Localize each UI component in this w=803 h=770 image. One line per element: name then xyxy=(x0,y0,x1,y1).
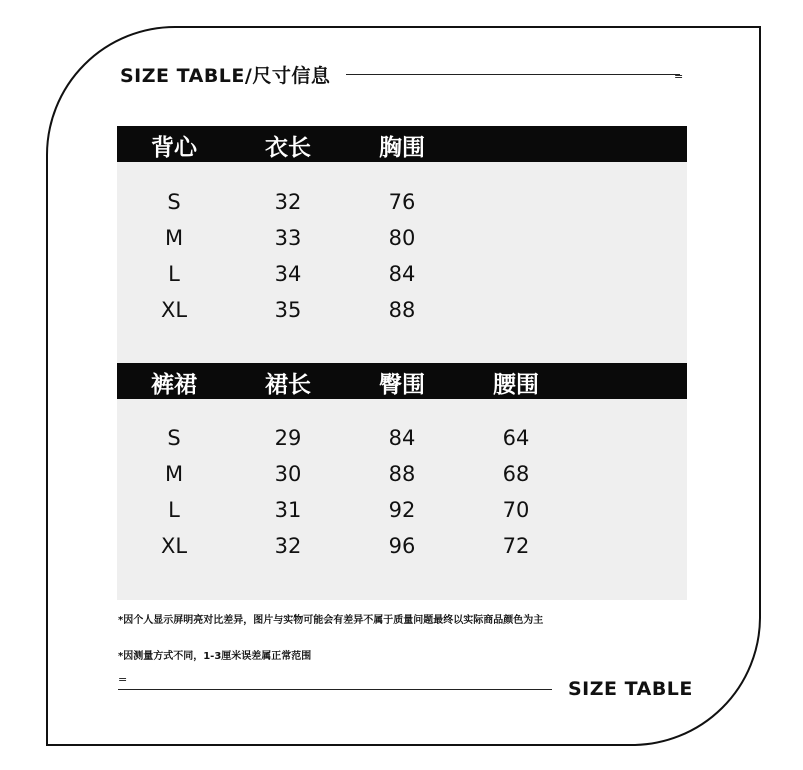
note-display-difference: *因个人显示屏明亮对比差异，图片与实物可能会有差异不属于质量问题最终以实际商品颜色为主 xyxy=(118,615,544,626)
title-divider-top xyxy=(346,74,680,75)
skirt-length-cell: 30 xyxy=(274,462,302,486)
skirt-hip-cell: 96 xyxy=(388,534,416,558)
skirt-waist-cell: 68 xyxy=(502,462,530,486)
skirt-col-header: 臀围 xyxy=(379,371,425,398)
vest-length-cell: 33 xyxy=(274,226,302,250)
skirt-size-cell: M xyxy=(164,462,184,486)
vest-chest-cell: 76 xyxy=(388,190,416,214)
vest-col-header: 胸围 xyxy=(379,134,425,161)
vest-length-cell: 35 xyxy=(274,298,302,322)
vest-size-cell: M xyxy=(164,226,184,250)
title-divider-bottom xyxy=(118,689,552,690)
skirt-col-header: 裙长 xyxy=(265,371,311,398)
vest-size-cell: L xyxy=(168,262,180,286)
footer-title: SIZE TABLE xyxy=(568,678,693,700)
skirt-length-cell: 32 xyxy=(274,534,302,558)
skirt-waist-cell: 70 xyxy=(502,498,530,522)
vest-size-cell: S xyxy=(167,190,181,214)
skirt-col-header: 裤裙 xyxy=(151,371,197,398)
vest-length-cell: 32 xyxy=(274,190,302,214)
skirt-col-header: 腰围 xyxy=(493,371,539,398)
skirt-hip-cell: 88 xyxy=(388,462,416,486)
vest-size-table xyxy=(117,126,687,363)
vest-col-header: 背心 xyxy=(151,134,197,161)
equals-mark-top: = xyxy=(674,70,684,83)
note-measurement-error: *因测量方式不同，1-3厘米误差属正常范围 xyxy=(118,651,312,662)
vest-chest-cell: 84 xyxy=(388,262,416,286)
skirt-table-header xyxy=(117,363,687,399)
skirt-waist-cell: 64 xyxy=(502,426,530,450)
skirt-size-cell: XL xyxy=(160,534,188,558)
vest-length-cell: 34 xyxy=(274,262,302,286)
page-title: SIZE TABLE/尺寸信息 xyxy=(120,65,331,87)
skirt-hip-cell: 92 xyxy=(388,498,416,522)
vest-table-header xyxy=(117,126,687,162)
vest-chest-cell: 88 xyxy=(388,298,416,322)
vest-col-header: 衣长 xyxy=(265,134,311,161)
skirt-length-cell: 31 xyxy=(274,498,302,522)
vest-chest-cell: 80 xyxy=(388,226,416,250)
skirt-size-table xyxy=(117,363,687,600)
skirt-length-cell: 29 xyxy=(274,426,302,450)
skirt-hip-cell: 84 xyxy=(388,426,416,450)
skirt-size-cell: S xyxy=(167,426,181,450)
skirt-size-cell: L xyxy=(168,498,180,522)
equals-mark-bottom: = xyxy=(118,673,128,686)
skirt-waist-cell: 72 xyxy=(502,534,530,558)
vest-size-cell: XL xyxy=(160,298,188,322)
